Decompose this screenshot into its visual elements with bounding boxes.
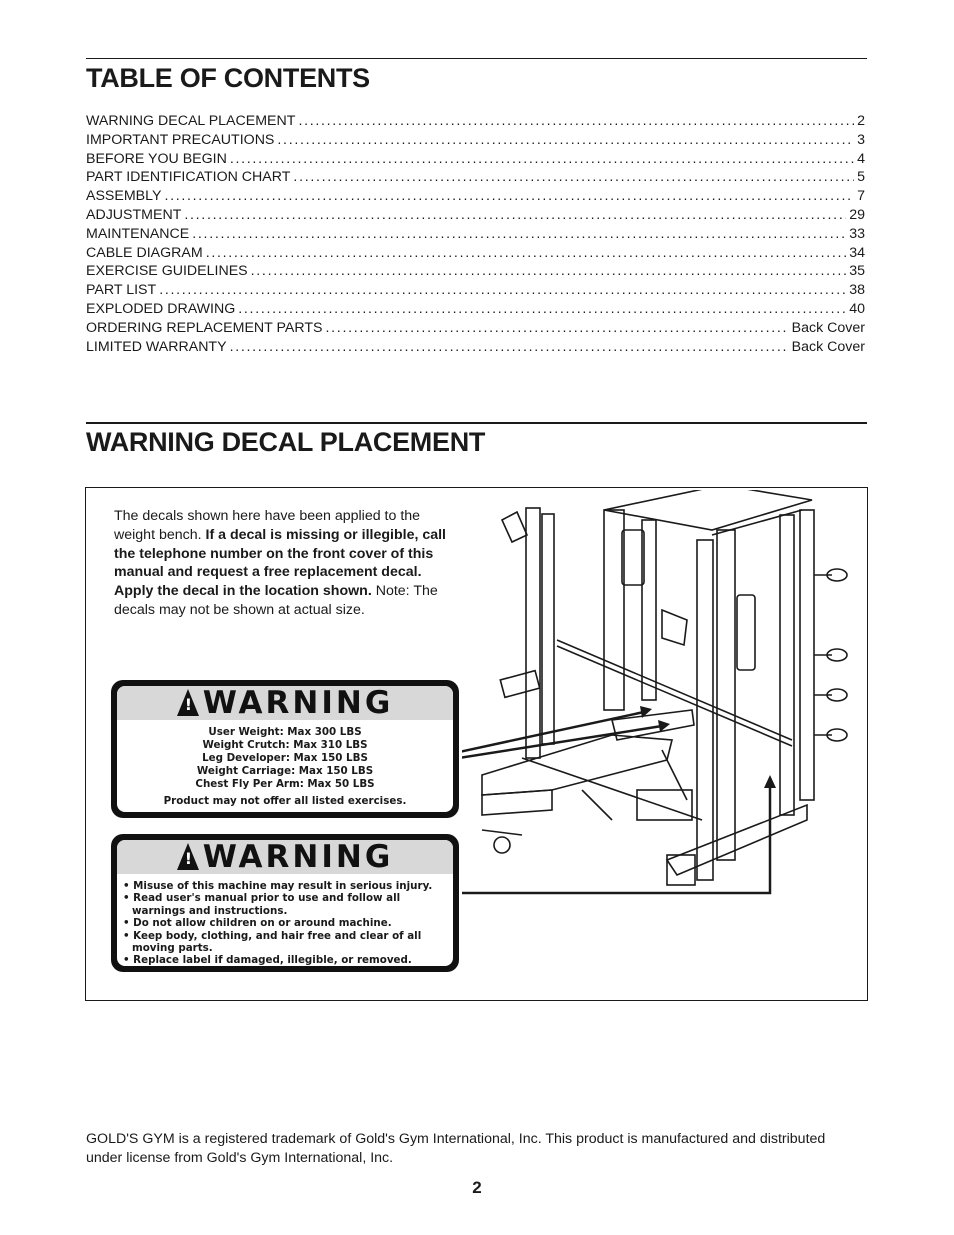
toc-entry-page: 35 (849, 263, 865, 280)
weight-limit-line: Leg Developer: Max 150 LBS (202, 752, 368, 764)
toc-entry-page: 34 (849, 244, 865, 261)
weight-limits (117, 720, 453, 808)
toc-entry (86, 301, 865, 320)
safety-bullet: • Read user's manual prior to use and follow all warnings and instructions. (123, 892, 401, 917)
safety-bullet: • Keep body, clothing, and hair free and clear of all moving parts. (123, 929, 422, 955)
toc-entry-page: 40 (849, 300, 865, 317)
toc-entry-title: WARNING DECAL PLACEMENT (86, 113, 296, 129)
toc-entry-title: PART IDENTIFICATION CHART (86, 169, 291, 186)
toc-entry (86, 282, 865, 301)
toc-leader-dots (192, 226, 846, 242)
toc-entry-title: ORDERING REPLACEMENT PARTS (86, 319, 323, 336)
toc-entry (86, 320, 865, 339)
toc-entry-title: EXPLODED DRAWING (86, 300, 236, 317)
toc-entry-title: EXERCISE GUIDELINES (86, 263, 248, 280)
toc-entry-title: IMPORTANT PRECAUTIONS (86, 131, 275, 148)
toc-entry-title: BEFORE YOU BEGIN (86, 150, 227, 167)
toc-leader-dots (159, 282, 846, 298)
toc-entry-page: Back Cover (791, 338, 865, 355)
decal-title: WARNING (202, 840, 394, 875)
decal-title: WARNING (202, 686, 394, 721)
weight-limit-line: Weight Crutch: Max 310 LBS (202, 739, 368, 751)
warning-triangle-icon (177, 843, 199, 870)
toc-leader-dots (206, 245, 847, 261)
intro-plain: The decals shown here have been applied to the weight bench. (114, 508, 421, 543)
warning-decal-safety (111, 834, 459, 972)
decal-header (117, 686, 453, 720)
toc-entry-title: LIMITED WARRANTY (86, 338, 227, 355)
warning-section-heading: WARNING DECAL PLACEMENT (86, 427, 486, 457)
toc-entry (86, 245, 865, 264)
weight-limit-line: User Weight: Max 300 LBS (208, 726, 362, 738)
toc-entry (86, 263, 865, 282)
toc-leader-dots (184, 207, 846, 223)
weight-bench-illustration (462, 490, 862, 900)
decal-intro-text (114, 507, 459, 620)
decal-note: Product may not offer all listed exercises. (163, 795, 407, 807)
toc-entry (86, 207, 865, 226)
intro-note: Note: The decals may not be shown at actual size. (114, 583, 438, 618)
toc-entry-page: 5 (857, 169, 865, 186)
safety-bullet: • Do not allow children on or around machine. (123, 917, 392, 930)
toc-leader-dots (293, 169, 854, 185)
toc-entry-page: 4 (857, 150, 865, 167)
page-number: 2 (472, 1178, 482, 1197)
toc-entry-page: 3 (857, 131, 865, 148)
toc-entry (86, 188, 865, 207)
toc-leader-dots (326, 320, 789, 336)
table-of-contents (86, 113, 865, 357)
toc-heading: TABLE OF CONTENTS (86, 63, 370, 93)
warning-triangle-icon (177, 689, 199, 716)
toc-entry-title: ADJUSTMENT (86, 206, 182, 223)
toc-entry (86, 339, 865, 358)
toc-leader-dots (277, 132, 854, 148)
toc-entry-title: ASSEMBLY (86, 188, 162, 205)
toc-entry-title: MAINTENANCE (86, 225, 190, 242)
toc-entry-page: 38 (849, 282, 865, 299)
toc-entry-page: 7 (857, 188, 865, 205)
toc-entry (86, 169, 865, 188)
toc-leader-dots (230, 339, 789, 355)
intro-bold: If a decal is missing or illegible, call the telephone number on the front cover of this manual and request a free replacement decal. Apply the decal in the location shown. (114, 526, 447, 600)
toc-entry (86, 132, 865, 151)
weight-limit-line: Weight Carriage: Max 150 LBS (196, 765, 374, 777)
toc-entry-page: 33 (849, 225, 865, 242)
section-rule (86, 422, 867, 424)
toc-entry-page: Back Cover (791, 319, 865, 336)
toc-entry (86, 113, 865, 132)
warning-decal-weights (111, 680, 459, 818)
safety-bullet: • Replace label if damaged, illegible, or removed. (123, 954, 412, 966)
toc-leader-dots (230, 151, 854, 167)
safety-bullet: • Misuse of this machine may result in serious injury. (123, 880, 433, 892)
decal-header (117, 840, 453, 874)
weight-limit-line: Chest Fly Per Arm: Max 50 LBS (195, 778, 375, 790)
toc-leader-dots (164, 188, 854, 204)
toc-leader-dots (298, 113, 854, 129)
trademark-notice: GOLD'S GYM is a registered trademark of Gold's Gym International, Inc. This product is manufactured and distributed under license from Gold's Gym International, Inc. (86, 1131, 826, 1166)
toc-entry-page: 29 (849, 206, 865, 223)
safety-bullets (117, 874, 453, 966)
top-rule (86, 58, 867, 59)
arrow-icon (764, 775, 776, 788)
toc-leader-dots (251, 263, 847, 279)
toc-leader-dots (238, 301, 846, 317)
toc-entry (86, 226, 865, 245)
toc-entry-title: PART LIST (86, 282, 157, 299)
toc-entry-title: CABLE DIAGRAM (86, 244, 203, 261)
toc-entry (86, 151, 865, 170)
toc-entry-page: 2 (857, 113, 865, 129)
